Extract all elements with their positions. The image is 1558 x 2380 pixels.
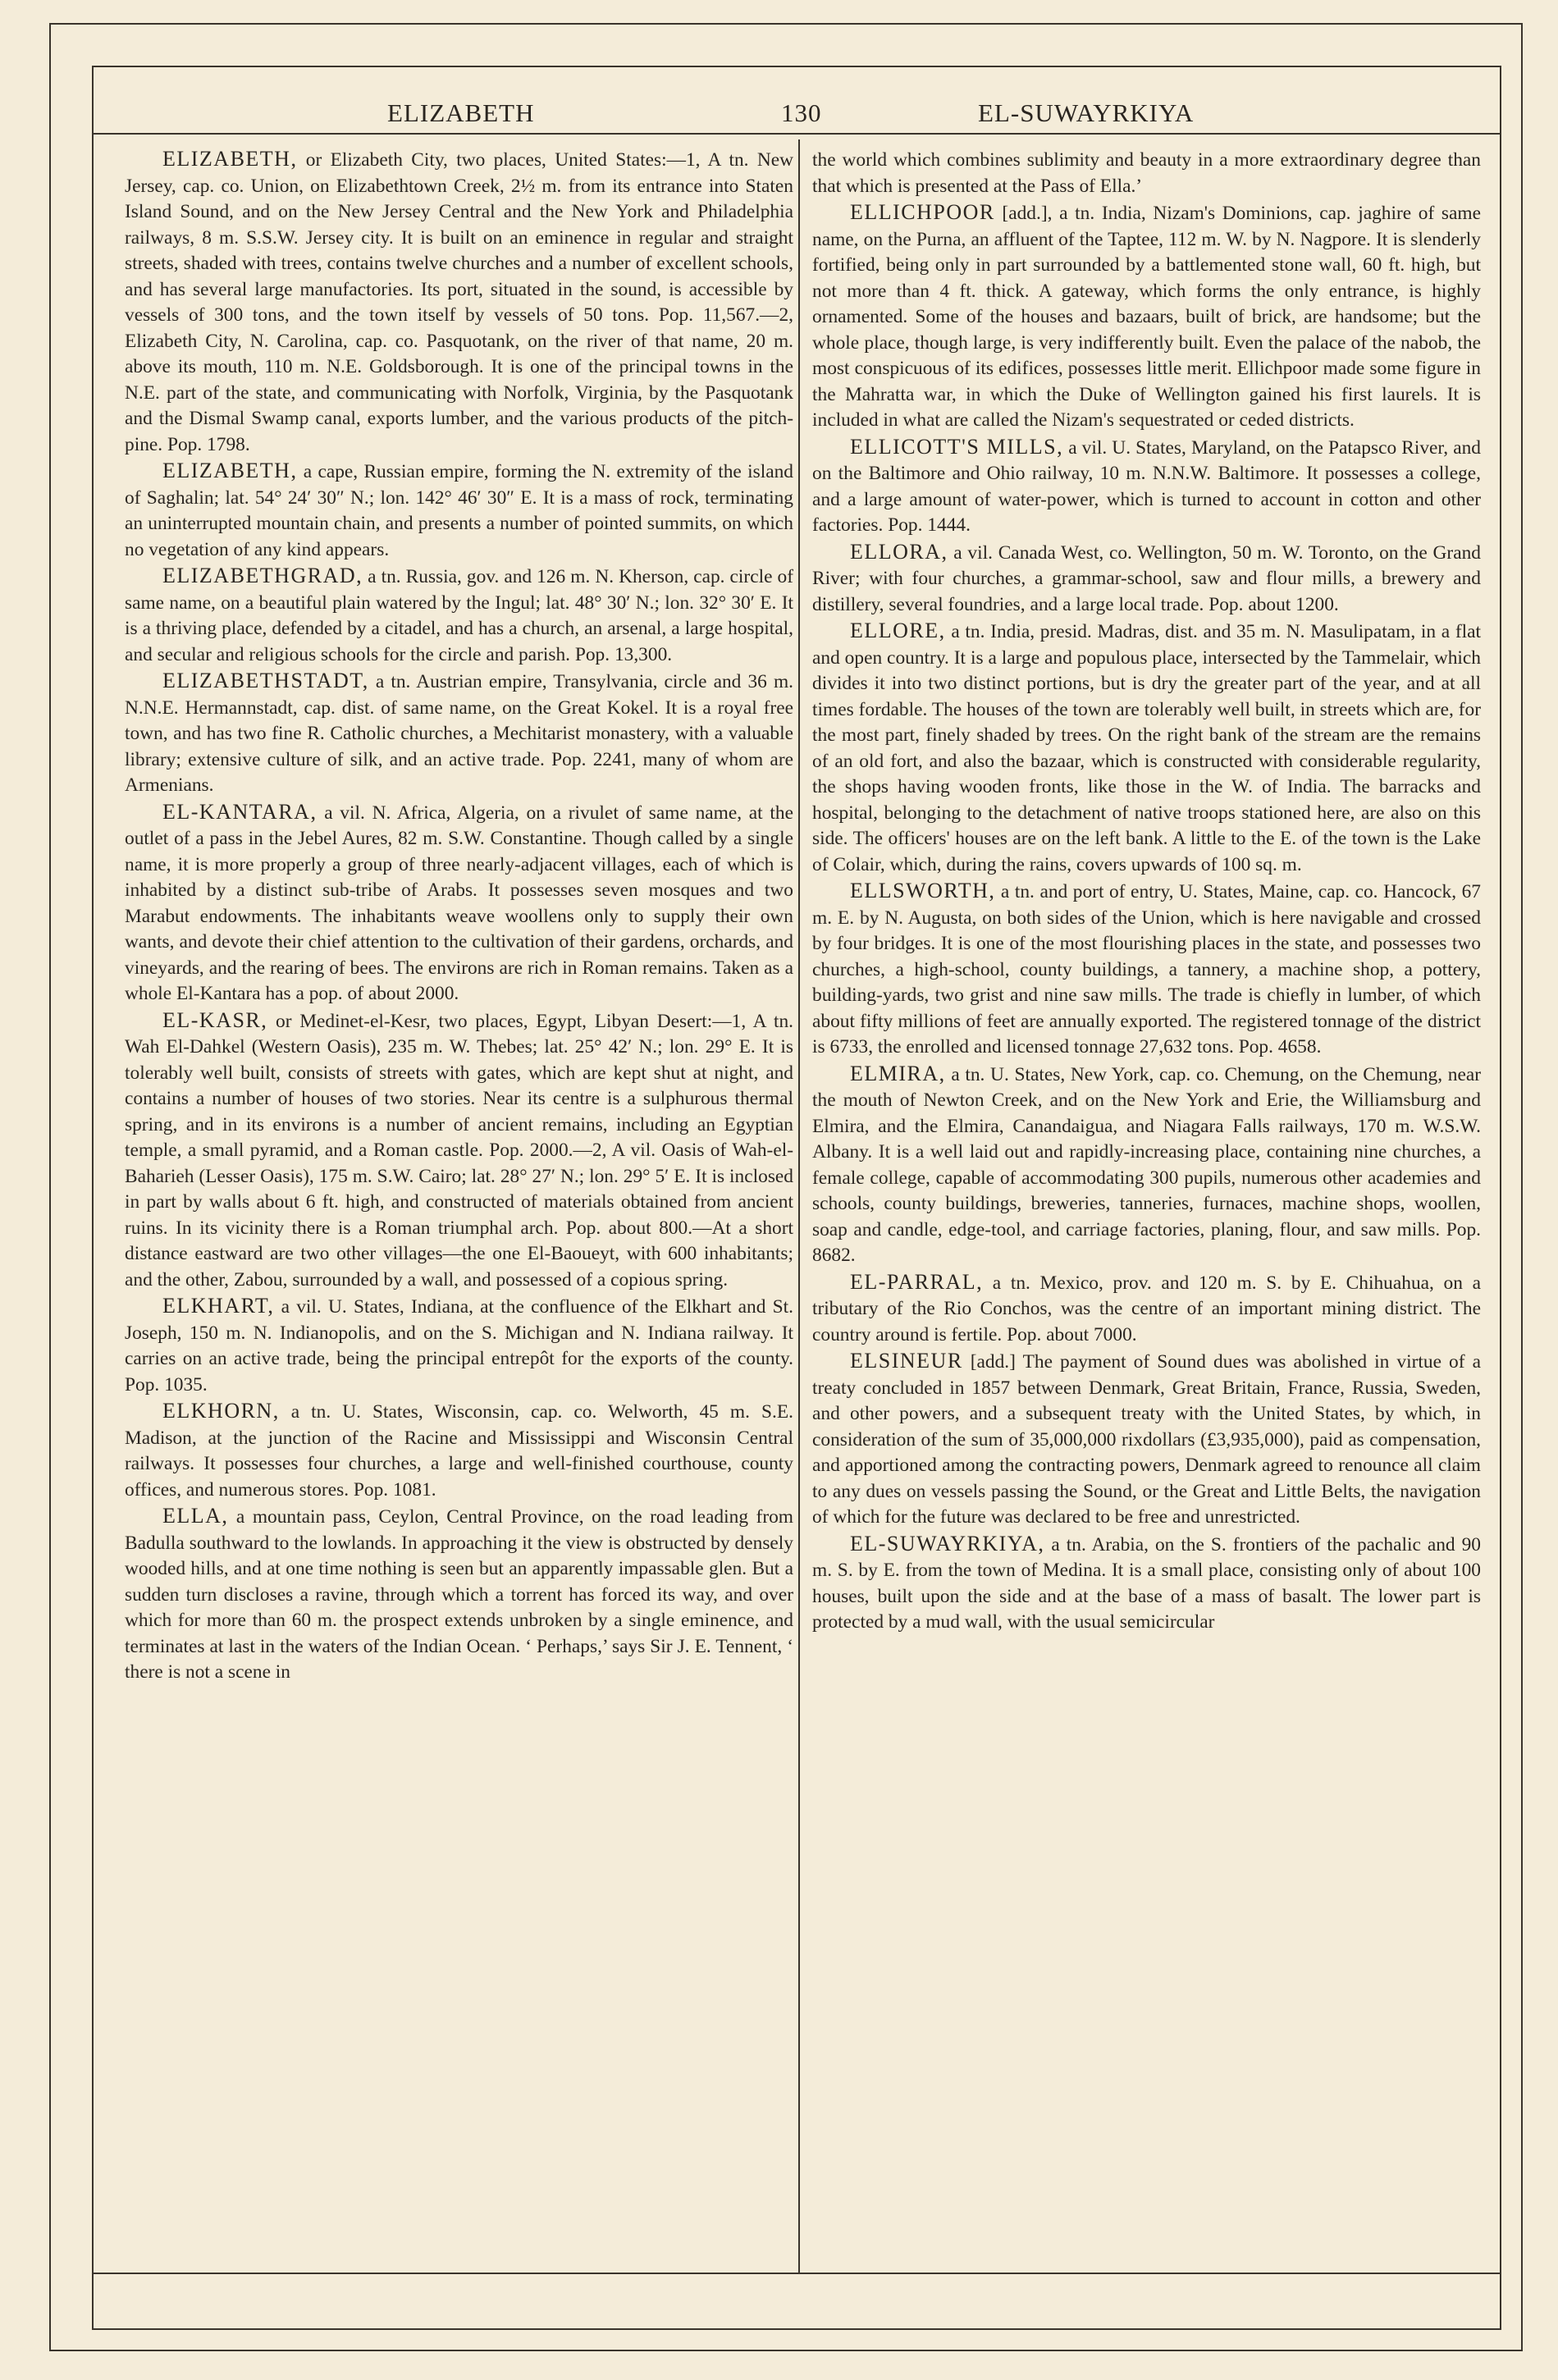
entry-headword: ELSINEUR (850, 1349, 963, 1373)
entry-headword: ELIZABETH, (162, 459, 298, 482)
entry (125, 1503, 793, 1686)
entry-headword: EL-PARRAL, (850, 1269, 984, 1294)
entry-headword: EL-SUWAYRKIYA, (850, 1531, 1045, 1555)
entry-text: a tn. U. States, Wisconsin, cap. co. Welworth, 45 m. S.E. Madison, at the junction of the Racine and Mississippi and Wisconsin Central railways. It possesses four churches, a large and well-finished courthouse, county offices, and numerous stores. Pop. 1081. (125, 1401, 793, 1501)
entry-text: a tn. India, presid. Madras, dist. and 35 m. N. Masulipatam, in a flat and open country. It is a large and populous place, intersected by the Tammelair, which divides it into two distinct portions, but is dry the greater part of the year, and at all times fordable. The houses of the town are tolerably well built, in streets which are, for the most part, finely shaded by trees. On the right bank of the stream are the remains of an old fort, and also the bazaar, which is constructed with considerable regularity, the shops having wooden fronts, like those in the W. of India. The barracks and hospital, belonging to the detachment of native troops stationed here, are also on this side. The officers' houses are on the left bank. A little to the E. of the town is the Lake of Colair, which, during the rains, covers upwards of 100 sq. m. (812, 621, 1481, 875)
entry-headword: ELLICHPOOR (850, 200, 995, 224)
column-divider (798, 139, 800, 2273)
entry-headword: ELMIRA, (850, 1061, 946, 1085)
entry (125, 1007, 793, 1294)
entry-text: a vil. U. States, Indiana, at the confluence of the Elkhart and St. Joseph, 150 m. N. Indianopolis, and on the S. Michigan and N. Indiana railway. It carries on an active trade, being the principal entrepôt for the exports of the county. Pop. 1035. (125, 1296, 793, 1396)
entry-text: or Medinet-el-Kesr, two places, Egypt, Libyan Desert:—1, A tn. Wah El-Dahkel (Western Oasis), 235 m. W. Thebes; lat. 25° 42′ N.; lon. 29° E. It is tolerably well built, consists of streets with gates, which are kept shut at night, and contains a number of houses of two stories. Near its centre is a sulphurous thermal spring, and in its environs is a number of ancient remains, including an Egyptian temple, a small pyramid, and a Roman castle. Pop. 2000.—2, A vil. Oasis of Wah-el-Baharieh (Lesser Oasis), 175 m. S.W. Cairo; lat. 28° 27′ N.; lon. 29° 5′ E. It is inclosed in part by walls about 6 ft. high, and constructed of materials obtained from ancient ruins. In its vicinity there is a Roman triumphal arch. Pop. about 800.—At a short distance eastward are two other villages—the one El-Baoueyt, with 600 inhabitants; and the other, Zabou, surrounded by a wall, and possessed of a copious spring. (125, 1010, 793, 1290)
entry-text: a tn. Arabia, on the S. frontiers of the pachalic and 90 m. S. by E. from the town of Medina. It is a small place, consisting only of about 100 houses, built upon the side and at the base of a mass of basalt. The lower part is protected by a mud wall, with the usual semicircular (812, 1533, 1481, 1633)
entry-text: a vil. Canada West, co. Wellington, 50 m. W. Toronto, on the Grand River; with four churches, a grammar-school, saw and flour mills, a brewery and distillery, several foundries, and a large local trade. Pop. about 1200. (812, 541, 1481, 615)
entry-headword: ELKHART, (162, 1294, 275, 1318)
entry (125, 563, 793, 668)
entry-headword: ELLA, (162, 1504, 229, 1528)
entry-text: a cape, Russian empire, forming the N. extremity of the island of Saghalin; lat. 54° 24′ 30″ N.; lon. 142° 46′ 30″ E. It is a mass of rock, terminating an uninterrupted mountain chain, and presents a number of pointed summits, on which no vegetation of any kind appears. (125, 461, 793, 560)
entry-headword: ELLORA, (850, 539, 948, 564)
entry (125, 458, 793, 563)
page-number: 130 (781, 98, 822, 127)
entry (125, 668, 793, 799)
entry (812, 434, 1481, 539)
entry-text: a vil. U. States, Maryland, on the Patapsco River, and on the Baltimore and Ohio railway, 10 m. N.N.W. Baltimore. It possesses a college, and a large amount of water-power, which is turned to account in cotton and other factories. Pop. 1444. (812, 436, 1481, 536)
header-right-guide-word: EL-SUWAYRKIYA (978, 98, 1195, 127)
header-left-guide-word: ELIZABETH (387, 98, 535, 127)
entry-headword: EL-KASR, (162, 1007, 268, 1032)
right-column (812, 146, 1481, 2263)
entry (125, 1398, 793, 1503)
entry-text: a tn. Mexico, prov. and 120 m. S. by E. Chihuahua, on a tributary of the Rio Conchos, was the centre of an important mining district. The country around is fertile. Pop. about 7000. (812, 1272, 1481, 1345)
entry-continuation (812, 146, 1481, 199)
entry-headword: ELIZABETHSTADT, (162, 669, 369, 692)
entry-headword: ELLICOTT'S MILLS, (850, 434, 1064, 459)
entry (812, 618, 1481, 878)
footer-rule (92, 2273, 1501, 2274)
entry-text: a tn. and port of entry, U. States, Maine, cap. co. Hancock, 67 m. E. by N. Augusta, on both sides of the Union, which is here navigable and crossed by four bridges. It is one of the most flourishing places in the state, and possesses two churches, a high-school, county buildings, a tannery, a machine shop, a pottery, building-yards, two grist and nine saw mills. The trade is chiefly in lumber, of which about fifty millions of feet are annually exported. The registered tonnage of the district is 6733, the enrolled and licensed tonnage 27,632 tons. Pop. 4658. (812, 881, 1481, 1058)
header-rule (92, 133, 1501, 135)
entry-text: a tn. Russia, gov. and 126 m. N. Kherson, cap. circle of same name, on a beautiful plain watered by the Ingul; lat. 48° 30′ N.; lon. 32° 30′ E. It is a thriving place, defended by a citadel, and has a church, an arsenal, a large hospital, and secular and religious schools for the circle and parish. Pop. 13,300. (125, 566, 793, 665)
entry-text: [add.] The payment of Sound dues was abolished in virtue of a treaty concluded in 1857 between Denmark, Great Britain, France, Russia, Sweden, and other powers, and a subsequent treaty with the United States, by which, in consideration of the sum of 35,000,000 rixdollars (£3,935,000), paid as compensation, and apportioned among the contracting powers, Denmark agreed to renounce all claim to any dues on vessels passing the Sound, or the Great and Little Belts, the navigation of which for the future was declared to be free and unrestricted. (812, 1351, 1481, 1528)
entry (812, 199, 1481, 434)
left-column (125, 146, 793, 2263)
entry-headword: ELLSWORTH, (850, 879, 996, 902)
entry-headword: ELIZABETH, (162, 147, 298, 171)
entry-headword: EL-KANTARA, (162, 799, 318, 824)
entry-headword: ELIZABETHGRAD, (162, 564, 363, 587)
entry-text: a tn. Austrian empire, Transylvania, circle and 36 m. N.N.E. Hermannstadt, cap. dist. of same name, on the Great Kokel. It is a royal free town, and has two fine R. Catholic churches, a Mechitarist monastery, with a valuable library; extensive culture of silk, and an active trade. Pop. 2241, many of whom are Armenians. (125, 671, 793, 796)
entry (125, 799, 793, 1007)
entry (125, 1293, 793, 1398)
entry (812, 1531, 1481, 1636)
entry-text: the world which combines sublimity and beauty in a more extraordinary degree than that which is presented at the Pass of Ella.’ (812, 149, 1481, 197)
entry (812, 1348, 1481, 1531)
entry-text: a tn. U. States, New York, cap. co. Chemung, on the Chemung, near the mouth of Newton Creek, and on the New York and Erie, the Williamsburg and Elmira, and the Elmira, Canandaigua, and Niagara Falls railways, 170 m. W.S.W. Albany. It is a well laid out and rapidly-increasing place, containing nine churches, a female college, capable of accommodating 300 pupils, numerous other academies and schools, county buildings, breweries, tanneries, furnaces, machine shops, woollen, soap and candle, edge-tool, and carriage factories, planing, flour, and saw mills. Pop. 8682. (812, 1063, 1481, 1266)
entry (812, 539, 1481, 619)
entry-text: [add.], a tn. India, Nizam's Dominions, cap. jaghire of same name, on the Purna, an affluent of the Taptee, 112 m. W. by N. Nagpore. It is slenderly fortified, being only in part surrounded by a battlemented stone wall, 60 ft. high, but not more than 4 ft. thick. A gateway, which forms the only entrance, is highly ornamented. Some of the houses and bazaars, built of brick, are handsome; but the whole place, though large, is very indifferently built. Even the palace of the nabob, the most conspicuous of its edifices, possesses little merit. Ellichpoor made some figure in the Mahratta war, in which the Duke of Wellington gained his first laurels. It is included in what are called the Nizam's sequestrated or ceded districts. (812, 203, 1481, 431)
entry-headword: ELLORE, (850, 619, 946, 642)
entry (812, 1269, 1481, 1349)
entry-text: a vil. N. Africa, Algeria, on a rivulet of same name, at the outlet of a pass in the Jebel Aures, 82 m. S.W. Constantine. Though called by a single name, it is more properly a group of three nearly-adjacent villages, each of which is inhabited by a distinct sub-tribe of Arabs. It possesses seven mosques and two Marabut endowments. The inhabitants weave woollens only to supply their own wants, and devote their chief attention to the cultivation of their gardens, orchards, and vineyards, and the rearing of bees. The environs are rich in Roman remains. Taken as a whole El-Kantara has a pop. of about 2000. (125, 802, 793, 1004)
entry-text: or Elizabeth City, two places, United States:—1, A tn. New Jersey, cap. co. Union, on Elizabethtown Creek, 2½ m. from its entrance into Staten Island Sound, and on the New Jersey Central and the New York and Philadelphia railways, 8 m. S.S.W. Jersey city. It is built on an eminence in regular and straight streets, shaded with trees, contains twelve churches and a number of excellent schools, and has several large manufactories. Its port, situated in the sound, is accessible by vessels of 300 tons, and the town itself by vessels of 50 tons. Pop. 11,567.—2, Elizabeth City, N. Carolina, cap. co. Pasquotank, on the river of that name, 20 m. above its mouth, 110 m. N.E. Goldsborough. It is one of the principal towns in the N.E. part of the state, and communicating with Norfolk, Virginia, by the Pasquotank and the Dismal Swamp canal, exports lumber, and the various products of the pitch-pine. Pop. 1798. (125, 149, 793, 455)
entry (812, 878, 1481, 1061)
entry-headword: ELKHORN, (162, 1399, 280, 1423)
entry-text: a mountain pass, Ceylon, Central Province, on the road leading from Badulla southward to the lowlands. In approaching it the view is obstructed by densely wooded hills, and at one time nothing is seen but an apparently impassable glen. But a sudden turn discloses a ravine, through which a torrent has forced its way, and over which for more than 60 m. the prospect extends unbroken by a single eminence, and terminates at last in the waters of the Indian Ocean. ‘ Perhaps,’ says Sir J. E. Tennent, ‘ there is not a scene in (125, 1506, 793, 1683)
entry (812, 1061, 1481, 1269)
entry (125, 146, 793, 458)
